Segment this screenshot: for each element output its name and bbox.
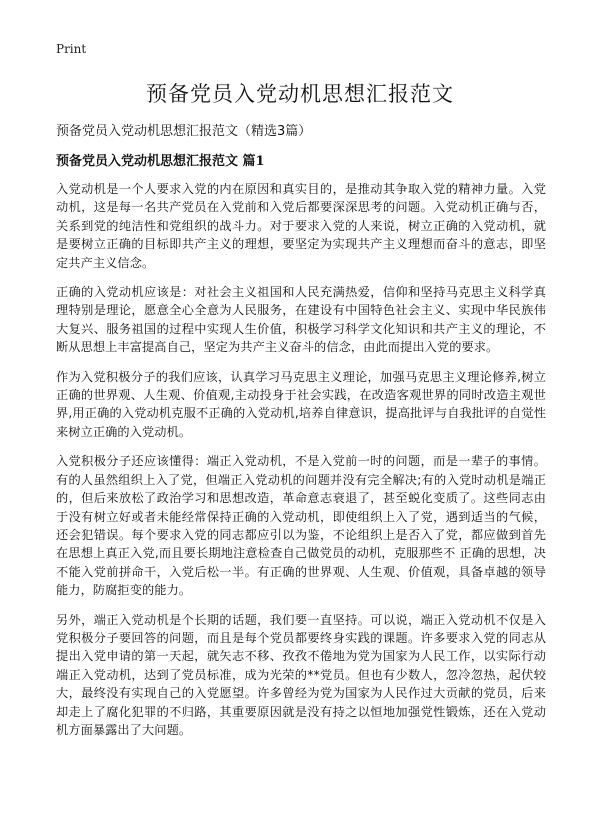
document-title: 预备党员入党动机思想汇报范文 — [146, 82, 454, 106]
article-body — [56, 180, 546, 750]
paragraph-5: 另外，端正入党动机是个长期的话题，我们要一直坚持。可以说，端正入党动机不仅是入党积极分子要回答的问题，而且是每个党员都要终身实践的课题。许多要求入党的同志从提出入党申请的第一天起，就矢志不移、孜孜不倦地为党为国家为人民工作，以实际行动端正入党动机，达到了党员标准，成为光荣的**党员。但也有少数人，忽冷忽热，起伏较大，最终没有实现自己的入党愿望。许多曾经为党为国家为人民作过大贡献的党员，后来却走上了腐化犯罪的不归路，其重要原因就是没有持之以恒地加强党性锻炼，还在入党动机方面暴露出了大问题。 — [56, 612, 546, 737]
paragraph-2: 正确的入党动机应该是：对社会主义祖国和人民充满热爱，信仰和坚持马克思主义科学真理特别是理论，愿意全心全意为人民服务，在建设有中国特色社会主义、实现中华民族伟大复兴、服务祖国的过程中实现人生价值，积极学习科学文化知识和共产主义的理论，不断从思想上丰富提高自己，坚定为共产主义奋斗的信念，由此而提出入党的要求。 — [56, 285, 546, 355]
print-link[interactable]: Print — [56, 42, 87, 56]
document-subtitle: 预备党员入党动机思想汇报范文（精选3篇） — [56, 124, 312, 139]
paragraph-3: 作为入党积极分子的我们应该，认真学习马克思主义理论，加强马克思主义理论修养,树立正确的世界观、人生观、价值观,主动投身于社会实践，在改造客观世界的同时改造主观世界,用正确的入党动机克服不正确的入党动机,培养自律意识，提高批评与自我批评的自觉性来树立正确的入党动机。 — [56, 369, 546, 439]
paragraph-1: 入党动机是一个人要求入党的内在原因和真实目的，是推动其争取入党的精神力量。入党动机，这是每一名共产党员在入党前和入党后都要深深思考的问题。入党动机正确与否，关系到党的纯洁性和党组织的战斗力。对于要求入党的人来说，树立正确的入党动机，就是要树立正确的目标即共产主义的理想，要坚定为实现共产主义理想而奋斗的意志，即坚定共产主义信念。 — [56, 182, 546, 270]
section-heading: 预备党员入党动机思想汇报范文 篇1 — [56, 154, 265, 169]
paragraph-4: 入党积极分子还应该懂得：端正入党动机，不是入党前一时的问题，而是一辈子的事情。有的人虽然组织上入了党，但端正入党动机的问题并没有完全解决;有的入党时动机是端正的，但后来放松了政治学习和思想改造，革命意志衰退了，甚至蜕化变质了。这些同志由于没有树立好或者未能经常保持正确的入党动机，即使组织上入了党，遇到适当的气候，还会犯错误。每个要求入党的同志都应引以为鉴，不论组织上是否入了党，都应做到首先在思想上真正入党,而且要长期地注意检查自己做党员的动机，克服那些不 正确的思想，决不能入党前拼命干，入党后松一半。有正确的世界观、人生观、价值观，具备卓越的领导能力，防腐拒变的能力。 — [56, 454, 546, 598]
